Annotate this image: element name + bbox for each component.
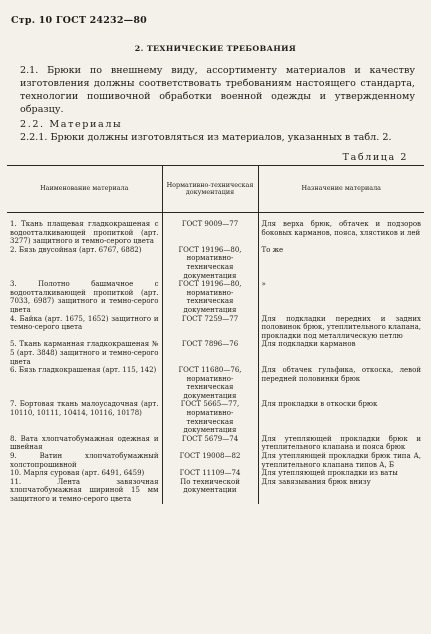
documentation-cell: ГОСТ 5665—77, нормативно-техническая документация [162,400,258,434]
table-row [7,315,424,341]
material-cell: 5. Ткань карманная гладкокрашеная № 5 (арт. 3848) защитного и темно-серого цвета [10,340,159,366]
documentation-cell: ГОСТ 19008—82 [162,452,258,469]
purpose-cell: Для подкладки карманов [258,340,424,366]
purpose-cell: Для утепляющей прокладки брюк типа А, утеплительного клапана типов А, Б [258,452,424,469]
table-row [7,469,424,478]
material-cell: 6. Бязь гладкокрашеная (арт. 115, 142) [10,366,157,375]
material-cell: 4. Байка (арт. 1675, 1652) защитного и темно-серого цвета [10,314,159,332]
purpose-cell: Для завязывания брюк внизу [258,478,424,504]
table-row [7,452,424,469]
documentation-cell: ГОСТ 19196—80, нормативно-техническая документация [162,246,258,280]
page-header: Стр. 10 ГОСТ 24232—80 [11,15,147,26]
material-cell: 3. Полотно башмачное с водоотталкивающей пропиткой (арт. 7033, 6987) защитного и темно-серого цвета [10,280,159,314]
material-cell: 11. Лента завязочная хлопчатобумажная шириной 15 мм защитного и темно-серого цвета [10,477,159,503]
table-row [7,366,424,400]
documentation-cell: ГОСТ 7896—76 [162,340,258,366]
purpose-cell: » [258,280,424,314]
purpose-cell: Для прокладки в откоски брюк [258,400,424,434]
table-row [7,213,424,246]
documentation-cell: ГОСТ 5679—74 [162,435,258,452]
purpose-cell: Для подкладки передних и задних половинок брюк, утеплительного клапана, прокладки под металлическую петлю [258,315,424,341]
table-row [7,435,424,452]
documentation-cell: ГОСТ 11109—74 [162,469,258,478]
table-header-row [7,166,424,213]
documentation-cell: ГОСТ 9009—77 [162,213,258,246]
documentation-cell: ГОСТ 19196—80, нормативно-техническая документация [162,280,258,314]
purpose-cell: То же [258,246,424,280]
header-purpose: Назначение материала [258,166,424,213]
table-row [7,478,424,504]
material-cell: 10. Марля суровая (арт. 6491, 6459) [10,469,145,478]
table-caption: Таблица 2 [342,152,408,163]
paragraph-2-2: 2.2. Материалы [20,119,123,130]
documentation-cell: По технической документации [162,478,258,504]
header-documentation: Нормативно-техническая документация [162,166,258,213]
material-cell: 8. Вата хлопчатобумажная одежная и швейная [10,434,159,452]
paragraph-2-1: 2.1. Брюки по внешнему виду, ассортименту материалов и качеству изготовления должны соответствовать требованиям настоящего стандарта, технологии пошивочной обработки военной одежды и утвержденному образцу. [20,65,415,115]
material-cell: 2. Бязь двусойная (арт. 6767, 6882) [10,245,142,254]
material-cell: 9. Ватин хлопчатобумажный холстопрошивной [10,452,159,469]
documentation-cell: ГОСТ 11680—76, нормативно-техническая документация [162,366,258,400]
purpose-cell: Для утепляющей прокладки из ваты [258,469,424,478]
paragraph-2-2-1: 2.2.1. Брюки должны изготовляться из материалов, указанных в табл. 2. [20,132,392,143]
material-cell: 1. Ткань плащевая гладкокрашеная с водоотталкивающей пропиткой (арт. 3277) защитного и темно-серого цвета [10,220,159,246]
material-cell: 7. Бортовая ткань малоусадочная (арт. 10110, 10111, 10414, 10116, 10178) [10,400,159,418]
purpose-cell: Для обтачек гульфика, откоска, левой передней половинки брюк [258,366,424,400]
header-material: Наименование материала [7,166,162,213]
section-title: 2. ТЕХНИЧЕСКИЕ ТРЕБОВАНИЯ [134,44,297,53]
table-row [7,246,424,280]
table-row [7,400,424,434]
purpose-cell: Для утепляющей прокладки брюк и утеплительного клапана и пояса брюк [258,435,424,452]
documentation-cell: ГОСТ 7259—77 [162,315,258,341]
table-row [7,280,424,314]
materials-table [7,165,424,504]
purpose-cell: Для верха брюк, обтачек и подзоров боковых карманов, пояса, хлястиков и лей [258,213,424,246]
table-row [7,340,424,366]
